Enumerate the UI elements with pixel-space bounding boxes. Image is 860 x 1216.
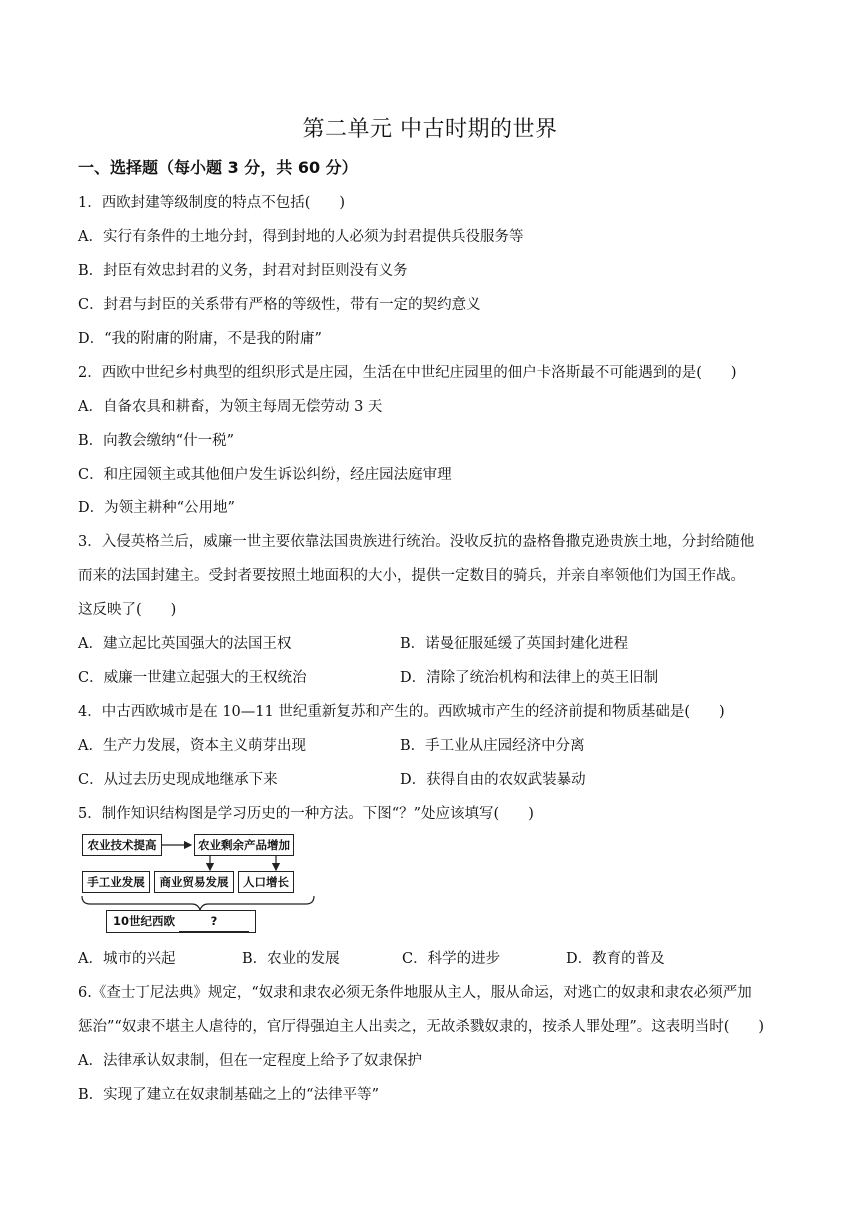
brace: [82, 896, 314, 910]
option-b: B．向教会缴纳“什一税”: [78, 433, 234, 449]
section-heading: 一、选择题（每小题 3 分，共 60 分）: [78, 158, 358, 177]
option-a: A．法律承认奴隶制，但在一定程度上给予了奴隶保护: [78, 1053, 422, 1069]
box-agri-tech: 农业技术提高: [82, 834, 162, 856]
question-stem-line-3: 这反映了( ): [78, 602, 177, 618]
option-b: B．农业的发展: [242, 951, 340, 967]
option-a: A．城市的兴起: [78, 951, 176, 967]
answer-blank: ?: [179, 911, 249, 932]
page-title: 第二单元 中古时期的世界: [302, 117, 558, 142]
box-population: 人口增长: [238, 871, 294, 893]
option-c: C．封君与封臣的关系带有严格的等级性，带有一定的契约意义: [78, 297, 481, 313]
box-agri-surplus: 农业剩余产品增加: [194, 834, 294, 856]
question-stem: 4．中古西欧城市是在 10—11 世纪重新复苏和产生的。西欧城市产生的经济前提和物质基础是( ): [78, 704, 725, 720]
option-d: D．清除了统治机构和法律上的英王旧制: [400, 670, 659, 686]
option-c: C．威廉一世建立起强大的王权统治: [78, 670, 307, 686]
question-stem: 2．西欧中世纪乡村典型的组织形式是庄园，生活在中世纪庄园里的佃户卡洛斯最不可能遇到的是( ): [78, 365, 737, 381]
question-stem: 1．西欧封建等级制度的特点不包括( ): [78, 195, 346, 211]
option-a: A．生产力发展，资本主义萌芽出现: [78, 738, 306, 754]
question-stem-line-1: 3．入侵英格兰后，威廉一世主要依靠法国贵族进行统治。没收反抗的盎格鲁撒克逊贵族土地，分封给随他: [78, 534, 755, 550]
option-c: C．和庄园领主或其他佃户发生诉讼纠纷，经庄园法庭审理: [78, 467, 452, 483]
option-a: A．建立起比英国强大的法国王权: [78, 636, 292, 652]
question-stem-line-2: 惩治”“奴隶不堪主人虐待的，官厅得强迫主人出卖之，无故杀戮奴隶的，按杀人罪处理”。这表明当时( ): [78, 1019, 765, 1035]
option-a: A．实行有条件的土地分封，得到封地的人必须为封君提供兵役服务等: [78, 229, 524, 245]
option-b: B．手工业从庄园经济中分离: [400, 738, 585, 754]
option-c: C．从过去历史现成地继承下来: [78, 772, 278, 788]
option-a: A．自备农具和耕畜，为领主每周无偿劳动 3 天: [78, 399, 383, 415]
option-d: D．“我的附庸的附庸，不是我的附庸”: [78, 331, 322, 347]
option-d: D．为领主耕种“公用地”: [78, 500, 235, 516]
option-d: D．教育的普及: [566, 951, 665, 967]
box-trade: 商业贸易发展: [154, 871, 234, 893]
box-10th-century-label: 10世纪西欧: [113, 914, 176, 928]
question-stem-line-1: 6.《查士丁尼法典》规定，“奴隶和隶农必须无条件地服从主人，服从命运，对逃亡的奴隶和隶农必须严加: [78, 985, 752, 1001]
box-10th-century: [106, 910, 256, 933]
question-stem: 5．制作知识结构图是学习历史的一种方法。下图“？”处应该填写( ): [78, 806, 534, 822]
box-handicraft: 手工业发展: [82, 871, 150, 893]
option-b: B．实现了建立在奴隶制基础之上的“法律平等”: [78, 1087, 379, 1103]
knowledge-structure-diagram: [80, 828, 320, 936]
question-stem-line-2: 而来的法国封建主。受封者要按照土地面积的大小，提供一定数目的骑兵，并亲自率领他们为国王作战。: [78, 568, 745, 584]
option-c: C．科学的进步: [402, 951, 501, 967]
option-d: D．获得自由的农奴武装暴动: [400, 772, 586, 788]
option-b: B．封臣有效忠封君的义务，封君对封臣则没有义务: [78, 263, 408, 279]
option-b: B．诺曼征服延缓了英国封建化进程: [400, 636, 629, 652]
